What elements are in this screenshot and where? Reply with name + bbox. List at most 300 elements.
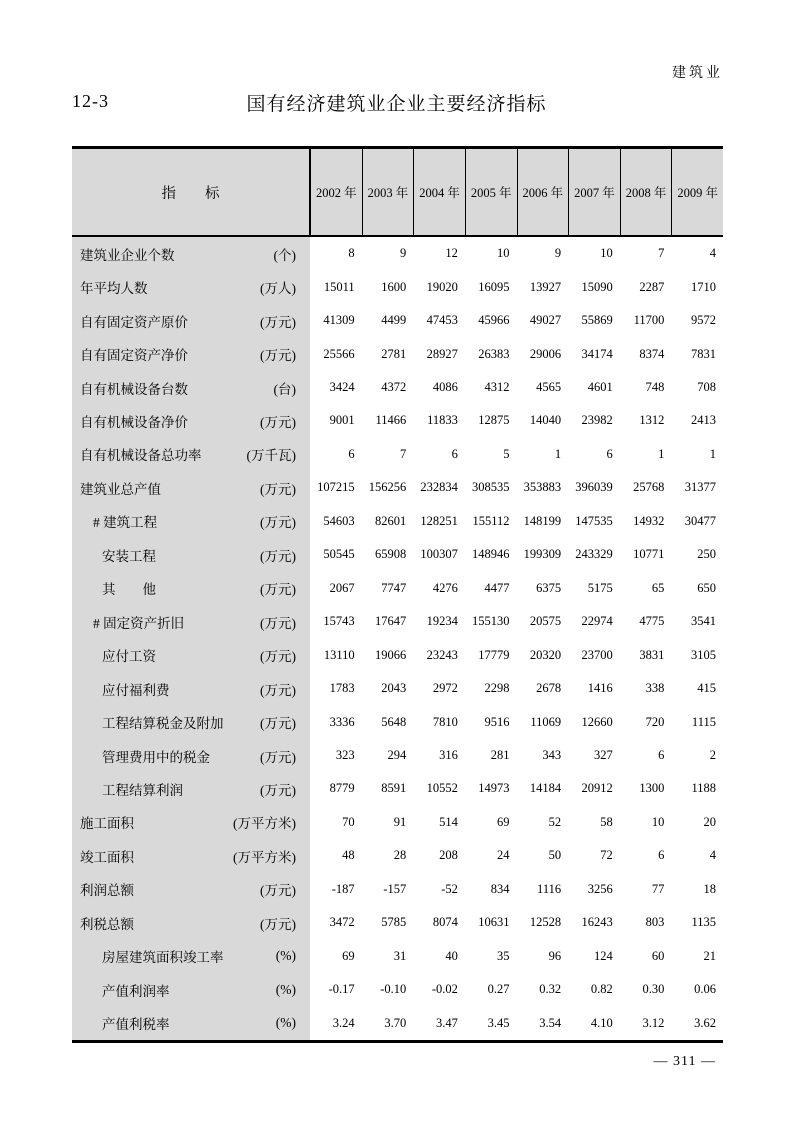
row-value: 23982 [581,413,613,428]
row-value: 16243 [581,915,613,930]
row-value: 6 [658,848,665,863]
row-value: 69 [497,814,510,829]
row-value: 9 [554,246,562,261]
row-value: 20575 [529,614,562,629]
row-value: 10631 [478,915,510,930]
row-unit: (万元) [260,515,296,531]
row-label: 建筑业总产值 [80,481,161,497]
row-value: 338 [645,681,665,696]
row-value: 15090 [581,279,613,294]
row-value: 26383 [478,346,510,361]
row-value: 2298 [484,681,510,696]
row-value: 1300 [639,781,665,796]
row-value: 514 [439,814,458,829]
row-label: 其 他 [102,582,156,598]
row-unit: (万人) [260,281,296,297]
row-value: 107215 [317,480,355,495]
row-label: # 建筑工程 [93,515,158,531]
row-value: 13110 [323,647,355,662]
row-value: 343 [542,748,562,763]
row-value: 20320 [529,647,562,662]
row-unit: (万元) [260,548,296,564]
row-value: 3336 [329,714,355,729]
table-row [72,940,723,973]
row-value: 316 [439,748,458,763]
row-value: 12875 [478,413,510,428]
row-value: 12528 [529,915,562,930]
row-value: 1 [554,446,562,461]
row-value: 7 [658,246,665,261]
year-column-header: 2008 年 [620,149,672,235]
row-value: 4 [709,848,716,863]
row-value: -157 [383,881,407,896]
row-label: 利润总额 [80,883,134,899]
row-value: 82601 [375,513,407,528]
row-label: # 固定资产折旧 [93,615,185,631]
row-label: 房屋建筑面积竣工率 [102,950,224,966]
indicator-cell [72,404,310,437]
table-row [72,806,723,839]
row-label: 产值利税率 [102,1017,170,1033]
row-unit: (万平方米) [233,816,296,832]
row-value: 16095 [478,279,510,294]
table-row [72,1006,723,1039]
row-value: 5785 [381,915,407,930]
indicator-cell [72,839,310,872]
row-value: 3256 [587,881,613,896]
row-value: 12660 [581,714,613,729]
row-value: 3.24 [332,1015,355,1030]
row-value: 3541 [691,614,716,629]
indicator-cell [72,806,310,839]
row-value: 25566 [323,346,355,361]
row-value: 10552 [426,781,458,796]
row-value: 1 [658,446,665,461]
row-value: 1135 [691,915,716,930]
row-value: 308535 [472,480,510,495]
row-value: 70 [342,814,355,829]
row-value: 11700 [633,313,665,328]
row-label: 工程结算利润 [102,782,183,798]
table-row [72,605,723,638]
row-value: 4565 [536,380,562,395]
row-value: 327 [594,748,613,763]
row-value: 2287 [639,279,665,294]
row-value: 4.10 [590,1015,613,1030]
row-value: 14973 [478,781,510,796]
row-value: 54603 [323,513,355,528]
indicator-cell [72,505,310,538]
row-value: 4086 [432,380,458,395]
row-unit: (%) [275,948,296,964]
table-row [72,873,723,906]
row-value: 21 [703,948,716,963]
row-label: 工程结算税金及附加 [102,716,224,732]
row-value: 148199 [523,513,562,528]
row-value: 72 [600,848,613,863]
row-value: 6 [606,446,613,461]
indicator-column-header: 指 标 [72,149,310,235]
table-row [72,404,723,437]
row-value: 22974 [581,614,613,629]
row-value: 6 [451,446,458,461]
row-value: 708 [697,380,716,395]
table-row [72,705,723,738]
row-value: 124 [594,948,613,963]
row-label: 利税总额 [80,916,134,932]
row-value: 100307 [420,547,458,562]
row-value: 23243 [426,647,458,662]
row-value: 10771 [633,547,665,562]
indicator-cell [72,873,310,906]
row-value: 6375 [536,580,562,595]
row-value: 834 [490,881,510,896]
row-value: 19020 [426,279,458,294]
row-value: 6 [658,748,665,763]
indicator-cell [72,538,310,571]
row-value: 15011 [323,279,355,294]
row-unit: (万元) [260,481,296,497]
row-value: 19234 [426,614,458,629]
row-value: 5 [503,446,510,461]
row-value: 34174 [581,346,613,361]
row-unit: (万元) [260,682,296,698]
row-value: 4312 [484,380,510,395]
row-value: 41309 [323,313,355,328]
row-value: 10 [497,246,510,261]
year-column-header: 2004 年 [413,149,465,235]
row-value: 9516 [484,714,510,729]
table-row [72,672,723,705]
row-label: 管理费用中的税金 [102,749,210,765]
row-value: 1783 [329,681,355,696]
indicator-cell [72,237,310,270]
row-unit: (万平方米) [233,849,296,865]
row-value: 0.30 [642,982,665,997]
table-header-row [72,149,723,237]
row-value: 2781 [381,346,407,361]
row-value: 65 [651,580,665,595]
row-value: 156256 [368,480,407,495]
row-value: 199309 [523,547,562,562]
row-value: 2413 [691,413,716,428]
row-value: 3424 [329,380,355,395]
row-value: 28927 [426,346,458,361]
table-row [72,371,723,404]
indicator-cell [72,1006,310,1039]
row-label: 建筑业企业个数 [80,247,175,263]
row-unit: (万元) [260,582,296,598]
row-value: 11466 [375,413,407,428]
row-value: 243329 [575,547,613,562]
row-value: 3.47 [436,1015,458,1030]
row-unit: (%) [275,981,296,997]
row-value: 2067 [329,580,355,595]
indicator-cell [72,572,310,605]
row-value: 25768 [633,480,665,495]
row-value: 29006 [529,346,562,361]
row-value: 1115 [691,714,716,729]
table-row [72,772,723,805]
row-value: 2972 [432,681,458,696]
row-value: 4276 [432,580,458,595]
row-value: 155112 [472,513,510,528]
table-row [72,337,723,370]
row-value: 18 [703,881,716,896]
row-label: 自有机械设备台数 [80,381,188,397]
row-value: 8591 [381,781,407,796]
table-row [72,973,723,1006]
row-value: 1416 [587,681,613,696]
row-value: 323 [335,748,355,763]
table-row [72,304,723,337]
table-row [72,739,723,772]
row-unit: (万元) [260,649,296,665]
row-value: 0.06 [694,982,716,997]
row-value: 353883 [523,480,562,495]
row-label: 应付工资 [102,649,156,665]
row-value: 17779 [478,647,510,662]
row-value: 2043 [381,681,407,696]
row-value: 52 [548,814,562,829]
row-value: 650 [697,580,716,595]
row-value: 35 [497,948,510,963]
row-unit: (万元) [260,916,296,932]
row-value: 11833 [427,413,458,428]
row-value: 4 [709,246,716,261]
year-column-header: 2007 年 [568,149,620,235]
table-number: 12-3 [72,91,109,111]
row-label: 安装工程 [102,548,156,564]
row-value: 47453 [426,313,458,328]
row-value: 14184 [529,781,562,796]
indicator-cell [72,337,310,370]
indicator-cell [72,438,310,471]
indicator-cell [72,705,310,738]
row-value: -0.17 [328,982,355,997]
row-value: 91 [393,814,407,829]
row-value: 12 [445,246,458,261]
row-value: 3831 [639,647,665,662]
row-value: 55869 [581,313,613,328]
row-value: 11069 [530,714,562,729]
row-value: 281 [490,748,510,763]
row-value: 50545 [323,547,355,562]
row-value: 147535 [575,513,613,528]
row-value: 4601 [587,380,613,395]
row-value: 30477 [684,513,716,528]
row-value: 8374 [639,346,665,361]
table-row [72,638,723,671]
table-row [72,572,723,605]
row-value: 31377 [684,480,716,495]
indicator-cell [72,270,310,303]
row-value: 1312 [639,413,665,428]
row-value: 5648 [381,714,407,729]
table-row [72,438,723,471]
indicator-cell [72,772,310,805]
row-value: 69 [342,948,355,963]
row-value: 3472 [329,915,355,930]
row-value: 3.54 [539,1015,562,1030]
row-value: 2 [709,748,716,763]
row-value: 14040 [529,413,562,428]
row-value: -187 [331,881,355,896]
statistics-table [72,146,723,1043]
row-value: 2678 [536,681,562,696]
indicator-cell [72,906,310,939]
table-row [72,505,723,538]
year-column-header: 2006 年 [517,149,569,235]
row-label: 自有固定资产净价 [80,348,188,364]
row-value: 10 [600,246,613,261]
chapter-category-label: 建筑业 [672,66,723,81]
table-row [72,471,723,504]
row-label: 施工面积 [80,816,134,832]
row-value: 396039 [575,480,613,495]
row-label: 自有机械设备总功率 [80,448,202,464]
indicator-cell [72,471,310,504]
row-value: 1600 [381,279,407,294]
year-column-header: 2002 年 [310,149,362,235]
row-value: 3.70 [384,1015,407,1030]
table-row [72,270,723,303]
indicator-cell [72,973,310,1006]
row-value: 0.27 [487,982,510,997]
row-value: 28 [393,848,407,863]
indicator-cell [72,304,310,337]
row-value: -0.02 [431,982,458,997]
row-value: 24 [497,848,510,863]
row-value: 3.45 [487,1015,510,1030]
row-value: 3105 [691,647,716,662]
row-value: 4775 [639,614,665,629]
row-value: 50 [548,848,562,863]
row-value: 4477 [484,580,510,595]
row-unit: (台) [273,381,296,397]
row-value: 8074 [432,915,458,930]
indicator-cell [72,371,310,404]
row-value: 208 [439,848,458,863]
row-unit: (万元) [260,348,296,364]
row-value: 9572 [691,313,716,328]
row-value: 9 [400,246,407,261]
row-label: 应付福利费 [102,682,170,698]
row-value: 10 [651,814,665,829]
row-value: 128251 [420,513,458,528]
indicator-cell [72,940,310,973]
row-label: 自有固定资产原价 [80,314,188,330]
row-value: 96 [548,948,562,963]
table-row [72,839,723,872]
row-value: 250 [697,547,716,562]
row-value: 1 [709,446,716,461]
table-row [72,538,723,571]
row-value: 20 [703,814,716,829]
indicator-cell [72,672,310,705]
row-value: 19066 [375,647,407,662]
row-unit: (万元) [260,414,296,430]
row-unit: (万元) [260,883,296,899]
row-value: 803 [645,915,665,930]
row-value: -52 [441,881,458,896]
row-label: 产值利润率 [102,983,170,999]
row-value: 1188 [691,781,716,796]
row-value: 60 [651,948,665,963]
row-value: 748 [645,380,665,395]
row-value: -0.10 [380,982,407,997]
year-column-header: 2003 年 [362,149,414,235]
row-value: 8 [348,246,355,261]
row-label: 年平均人数 [80,281,148,297]
row-value: 7810 [432,714,458,729]
row-value: 148946 [472,547,510,562]
row-value: 6 [348,446,355,461]
row-value: 13927 [529,279,562,294]
row-value: 23700 [581,647,613,662]
table-body [72,237,723,1040]
row-value: 45966 [478,313,510,328]
row-unit: (万千瓦) [246,448,296,464]
page-title: 国有经济建筑业企业主要经济指标 [246,94,547,115]
table-row [72,906,723,939]
row-value: 232834 [420,480,458,495]
row-unit: (%) [275,1015,296,1031]
row-value: 294 [387,748,407,763]
row-value: 7 [400,446,407,461]
row-label: 竣工面积 [80,849,134,865]
row-unit: (个) [273,247,296,263]
row-value: 155130 [472,614,510,629]
row-unit: (万元) [260,314,296,330]
row-value: 9001 [329,413,355,428]
row-value: 65908 [375,547,407,562]
row-unit: (万元) [260,749,296,765]
row-value: 1710 [691,279,716,294]
row-value: 0.32 [539,982,562,997]
row-unit: (万元) [260,716,296,732]
row-label: 自有机械设备净价 [80,414,188,430]
row-value: 415 [697,681,716,696]
indicator-cell [72,638,310,671]
row-value: 0.82 [590,982,613,997]
row-value: 7831 [691,346,716,361]
row-value: 17647 [375,614,407,629]
row-value: 31 [393,948,407,963]
row-value: 7747 [381,580,407,595]
row-value: 58 [600,814,613,829]
indicator-cell [72,739,310,772]
row-value: 77 [651,881,665,896]
row-unit: (万元) [260,782,296,798]
row-value: 3.62 [694,1015,716,1030]
row-value: 48 [342,848,355,863]
row-value: 4372 [381,380,407,395]
row-value: 1116 [537,881,562,896]
row-value: 15743 [323,614,355,629]
row-value: 14932 [633,513,665,528]
row-value: 20912 [581,781,613,796]
year-column-header: 2009 年 [671,149,723,235]
table-row [72,237,723,270]
row-value: 720 [645,714,665,729]
row-value: 3.12 [642,1015,665,1030]
row-unit: (万元) [260,615,296,631]
year-column-header: 2005 年 [465,149,517,235]
row-value: 40 [445,948,458,963]
row-value: 49027 [529,313,562,328]
row-value: 5175 [587,580,613,595]
